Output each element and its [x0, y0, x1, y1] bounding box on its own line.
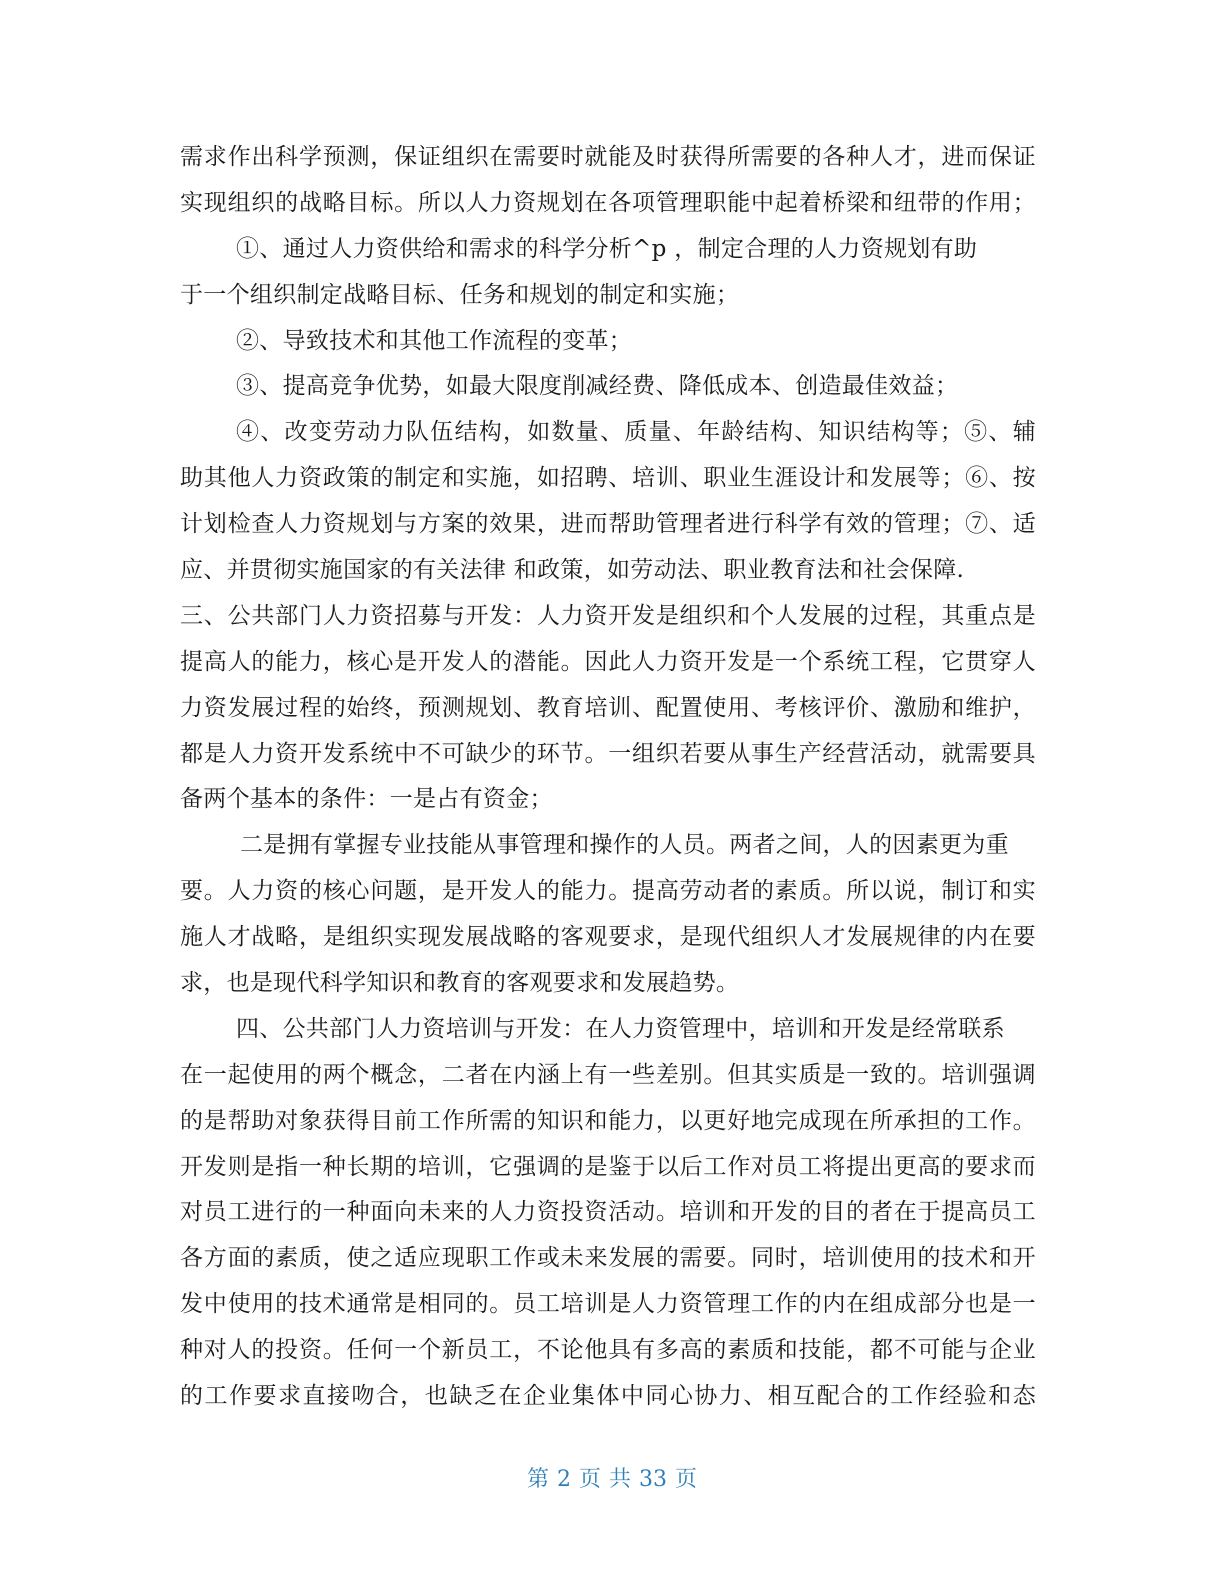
text-line: ①、通过人力资供给和需求的科学分析^p ，制定合理的人力资规划有助	[236, 235, 978, 262]
text-line: 需求作出科学预测，保证组织在需要时就能及时获得所需要的各种人才，进而保证	[180, 144, 1036, 170]
text-line: 提高人的能力，核心是开发人的潜能。因此人力资开发是一个系统工程，它贯穿人	[180, 648, 1036, 675]
text-line: ③、提高竞争优势，如最大限度削减经费、降低成本、创造最佳效益；	[236, 373, 959, 400]
page-number-current: 2	[556, 1467, 571, 1492]
footer-label-ye: 页	[578, 1467, 601, 1492]
text-line: 在一起使用的两个概念，二者在内涵上有一些差别。但其实质是一致的。培训强调	[180, 1061, 1036, 1088]
text-line: ④、改变劳动力队伍结构，如数量、质量、年龄结构、知识结构等；⑤、辅	[236, 419, 1036, 446]
text-line: 计划检查人力资规划与方案的效果，进而帮助管理者进行科学有效的管理；⑦、适	[180, 511, 1036, 538]
text-line: 力资发展过程的始终，预测规划、教育培训、配置使用、考核评价、激励和维护，	[180, 694, 1036, 721]
text-line: 开发则是指一种长期的培训，它强调的是鉴于以后工作对员工将提出更高的要求而	[180, 1153, 1036, 1180]
text-line: 备两个基本的条件：一是占有资金；	[180, 786, 553, 813]
text-line: 对员工进行的一种面向未来的人力资投资活动。培训和开发的目的者在于提高员工	[180, 1199, 1036, 1226]
text-line: 的是帮助对象获得目前工作所需的知识和能力，以更好地完成现在所承担的工作。	[180, 1107, 1036, 1134]
text-line: 实现组织的战略目标。所以人力资规划在各项管理职能中起着桥梁和纽带的作用；	[180, 189, 1036, 216]
text-line: 各方面的素质，使之适应现职工作或未来发展的需要。同时，培训使用的技术和开	[180, 1245, 1036, 1272]
text-line: 应、并贯彻实施国家的有关法律 和政策，如劳动法、职业教育法和社会保障.	[180, 557, 965, 584]
text-line: 的工作要求直接吻合，也缺乏在企业集体中同心协力、相互配合的工作经验和态	[180, 1383, 1036, 1410]
text-line: 种对人的投资。任何一个新员工，不论他具有多高的素质和技能，都不可能与企业	[180, 1337, 1036, 1364]
body-text	[180, 135, 1036, 1420]
text-line: 要。人力资的核心问题，是开发人的能力。提高劳动者的素质。所以说，制订和实	[180, 878, 1036, 905]
footer-label-gong: 共	[609, 1467, 632, 1492]
text-line: 三、公共部门人力资招募与开发：人力资开发是组织和个人发展的过程，其重点是	[180, 602, 1036, 629]
text-line: 四、公共部门人力资培训与开发：在人力资管理中，培训和开发是经常联系	[236, 1015, 1005, 1042]
footer-label-ye: 页	[675, 1467, 698, 1492]
text-line: 助其他人力资政策的制定和实施，如招聘、培训、职业生涯设计和发展等；⑥、按	[180, 465, 1036, 492]
text-line: 施人才战略，是组织实现发展战略的客观要求，是现代组织人才发展规律的内在要	[180, 924, 1036, 951]
text-line: 求，也是现代科学知识和教育的客观要求和发展趋势。	[180, 970, 740, 997]
text-line: ②、导致技术和其他工作流程的变革；	[236, 327, 633, 354]
text-line: 二是拥有掌握专业技能从事管理和操作的人员。两者之间，人的因素更为重	[240, 832, 1009, 859]
page-footer	[0, 1462, 1224, 1493]
text-line: 发中使用的技术通常是相同的。员工培训是人力资管理工作的内在组成部分也是一	[180, 1291, 1036, 1318]
page-number-total: 33	[639, 1467, 668, 1492]
footer-label-di: 第	[526, 1467, 549, 1492]
text-line: 都是人力资开发系统中不可缺少的环节。一组织若要从事生产经营活动，就需要具	[180, 740, 1036, 767]
text-line: 于一个组织制定战略目标、任务和规划的制定和实施；	[180, 281, 740, 308]
